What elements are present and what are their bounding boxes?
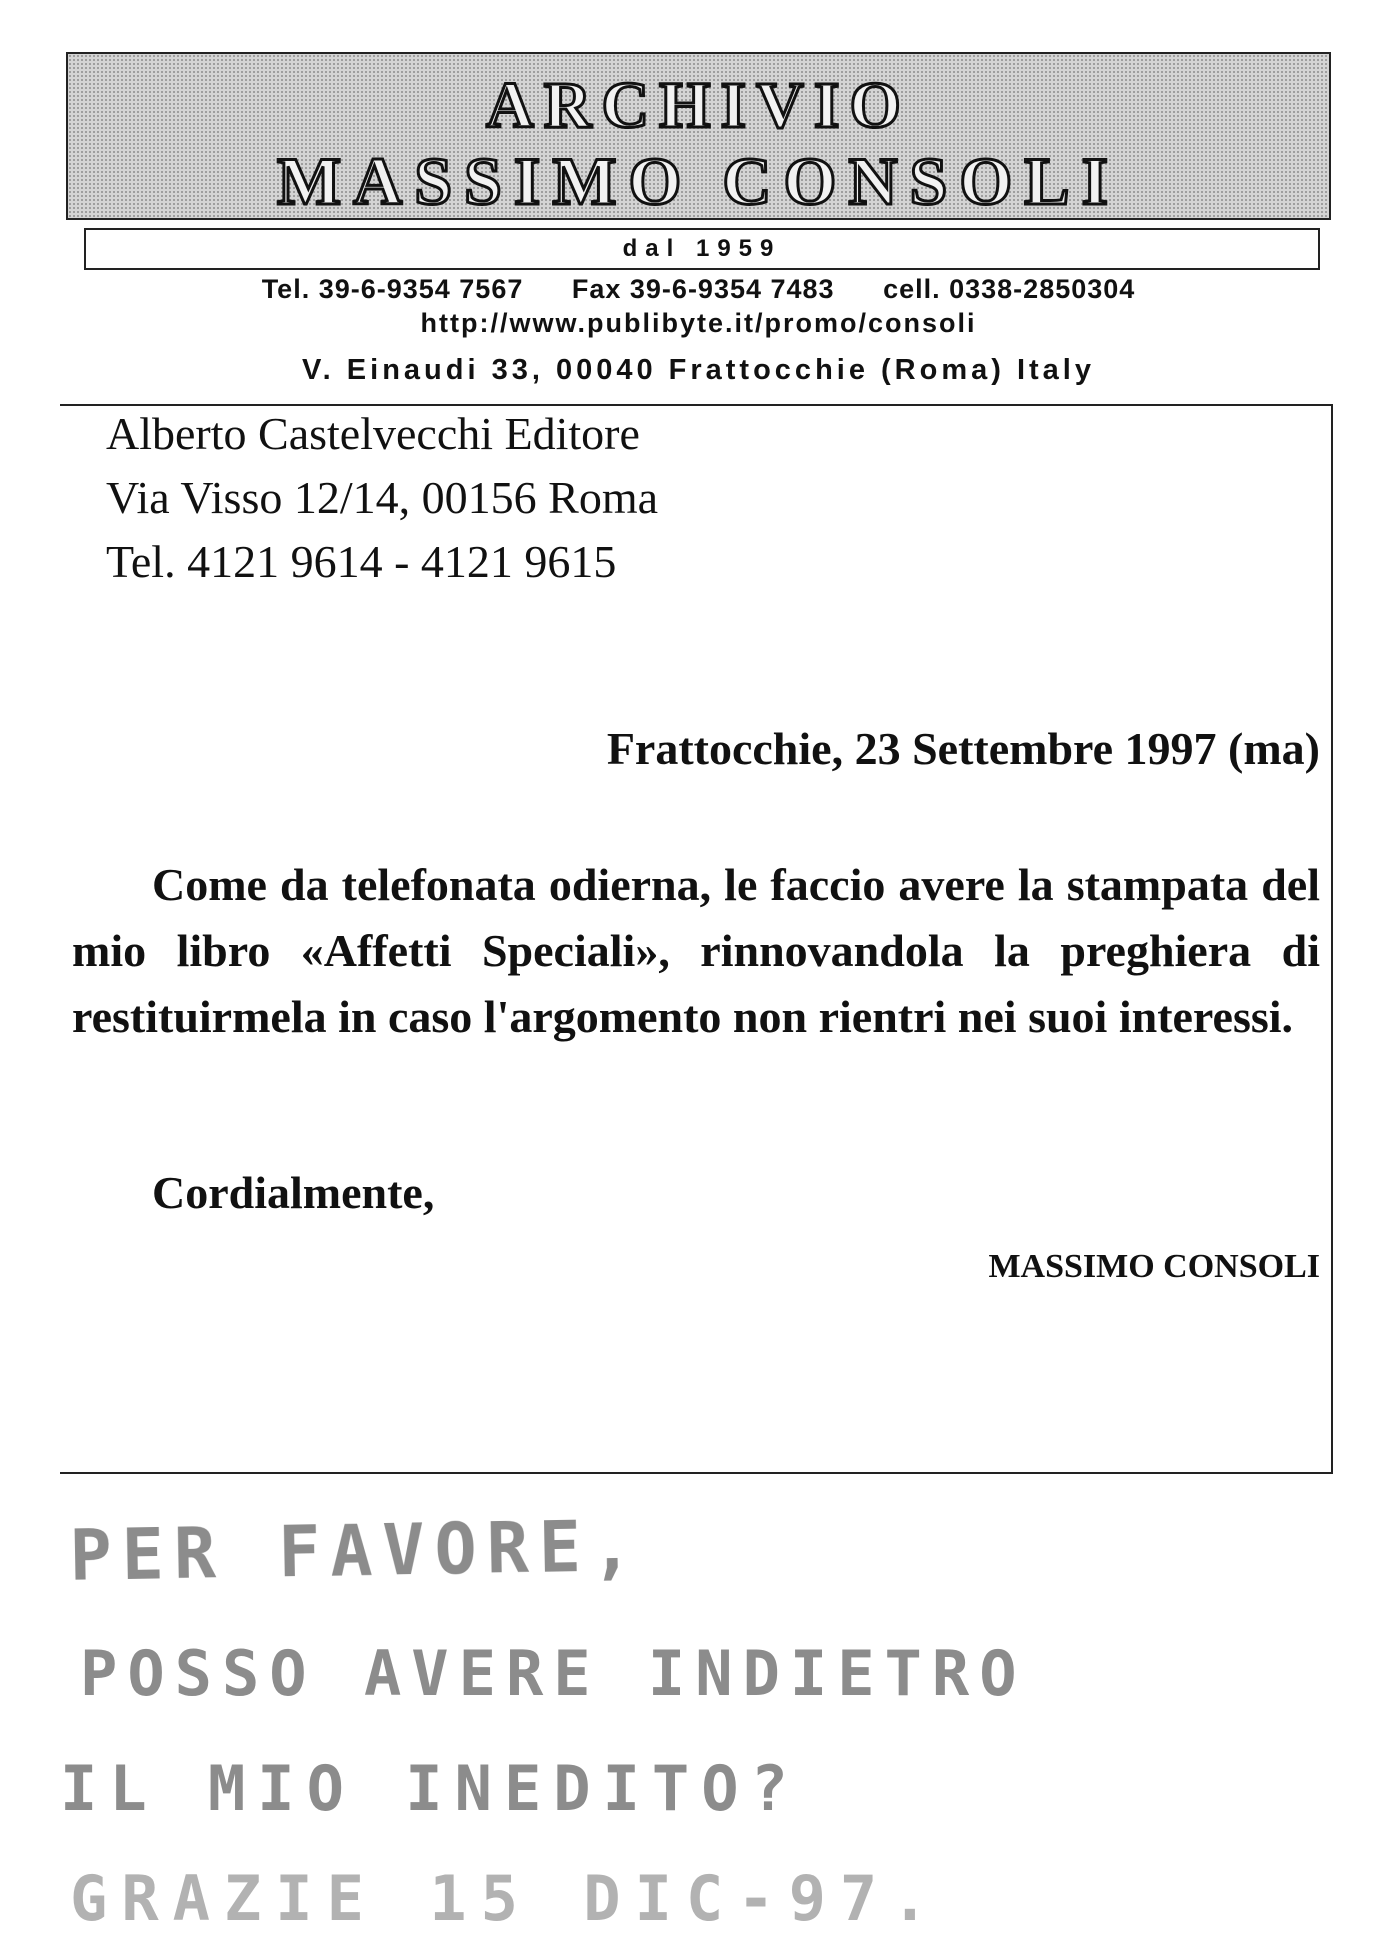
recipient-name: Alberto Castelvecchi Editore bbox=[106, 408, 640, 459]
archive-title-line2: MASSIMO CONSOLI bbox=[276, 143, 1121, 219]
phone-number: Tel. 39-6-9354 7567 bbox=[261, 274, 524, 304]
fax-number: Fax 39-6-9354 7483 bbox=[571, 274, 835, 304]
letter-signature: MASSIMO CONSOLI bbox=[988, 1248, 1320, 1285]
since-label: dal 1959 bbox=[84, 228, 1320, 270]
handwritten-line-1: PER FAVORE, bbox=[68, 1504, 644, 1597]
recipient-street: Via Visso 12/14, 00156 Roma bbox=[106, 472, 659, 523]
letter-body: Come da telefonata odierna, le faccio avere la stampata del mio libro «Affetti Speciali», rinnovandola la preghiera di restituirmela in caso l'argomento non rientri nei suoi interessi. bbox=[72, 859, 1320, 1042]
handwritten-line-4: GRAZIE 15 DIC-97. bbox=[70, 1862, 943, 1935]
website-url: http://www.publibyte.it/promo/consoli bbox=[420, 308, 977, 338]
sender-address: V. Einaudi 33, 00040 Frattocchie (Roma) Italy bbox=[302, 354, 1095, 386]
frame-bottom-rule bbox=[60, 1472, 1333, 1474]
letter-closing: Cordialmente, bbox=[152, 1167, 435, 1218]
archive-title-line1: ARCHIVIO bbox=[486, 69, 911, 142]
cell-number: cell. 0338-2850304 bbox=[883, 274, 1136, 304]
handwritten-line-3: IL MIO INEDITO? bbox=[60, 1752, 800, 1825]
letterhead-banner bbox=[66, 52, 1331, 220]
frame-right-rule bbox=[1331, 404, 1333, 1474]
handwritten-line-2: POSSO AVERE INDIETRO bbox=[80, 1637, 1027, 1710]
recipient-phone: Tel. 4121 9614 - 4121 9615 bbox=[106, 536, 617, 587]
contact-numbers bbox=[66, 274, 1331, 305]
letter-date: Frattocchie, 23 Settembre 1997 (ma) bbox=[606, 723, 1320, 774]
handwritten-note bbox=[60, 1500, 1320, 1940]
